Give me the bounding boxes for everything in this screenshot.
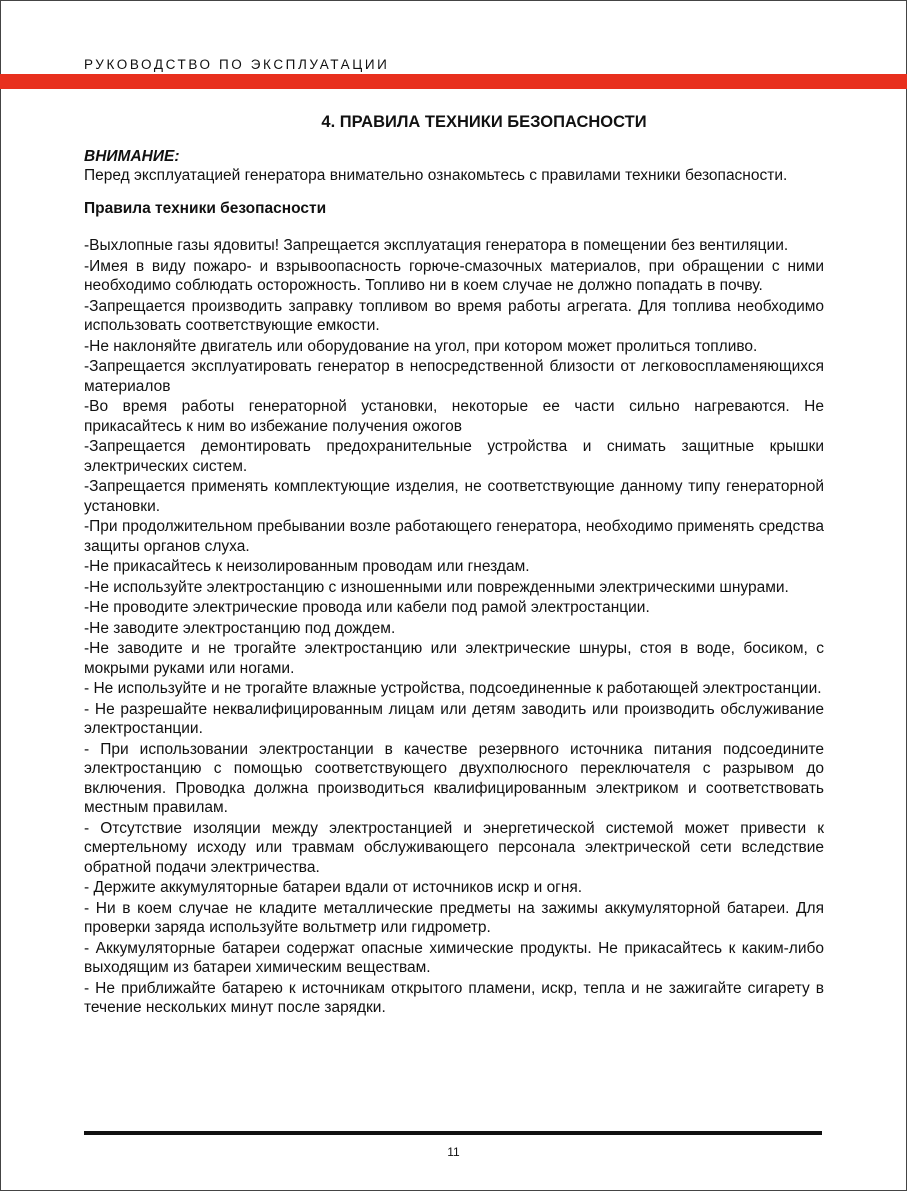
page-content bbox=[84, 104, 824, 1019]
section-title: 4. ПРАВИЛА ТЕХНИКИ БЕЗОПАСНОСТИ bbox=[321, 113, 647, 131]
rule-item: - Не приближайте батарею к источникам открытого пламени, искр, тепла и не зажигайте сигарету в течение нескольких минут после зарядки. bbox=[84, 979, 824, 1016]
rule-item: - Держите аккумуляторные батареи вдали от источников искр и огня. bbox=[84, 879, 583, 896]
rule-item: - Аккумуляторные батареи содержат опасные химические продукты. Не прикасайтесь к каким-либо выходящим из батареи химическим веществам. bbox=[84, 939, 824, 976]
footer-rule bbox=[84, 1131, 822, 1135]
intro-paragraph: Перед эксплуатацией генератора внимательно ознакомьтесь с правилами техники безопасности. bbox=[84, 167, 788, 184]
rule-item: -Запрещается эксплуатировать генератор в непосредственной близости от легковоспламеняющихся материалов bbox=[84, 358, 824, 395]
rule-item: - При использовании электростанции в качестве резервного источника питания подсоедините электростанцию с помощью соответствующего двухполюсного переключателя с разрывом до включения. Проводка должна производиться квалифицированным электриком и соответствовать местным правилам. bbox=[84, 740, 824, 816]
header-accent-bar bbox=[0, 74, 907, 89]
rule-item: - Ни в коем случае не кладите металлические предметы на зажимы аккумуляторной батареи. Для проверки заряда используйте вольтметр или гидрометр. bbox=[84, 899, 824, 936]
attention-label: ВНИМАНИЕ: bbox=[84, 148, 180, 165]
rule-item: -Не заводите электростанцию под дождем. bbox=[84, 619, 396, 637]
rule-item: -Не заводите и не трогайте электростанцию или электрические шнуры, стоя в воде, босиком, с мокрыми руками или ногами. bbox=[84, 640, 824, 677]
running-header: РУКОВОДСТВО ПО ЭКСПЛУАТАЦИИ bbox=[84, 57, 390, 72]
rules-subheading: Правила техники безопасности bbox=[84, 200, 327, 217]
rule-item: -Не наклоняйте двигатель или оборудование на угол, при котором может пролиться топливо. bbox=[84, 337, 758, 355]
rule-item: - Отсутствие изоляции между электростанцией и энергетической системой может привести к смертельному исходу или травмам обслуживающего персонала электрической сети вследствие обратной подачи электричества. bbox=[84, 819, 824, 876]
rule-item: -Запрещается демонтировать предохранительные устройства и снимать защитные крышки электрических систем. bbox=[84, 438, 824, 475]
rule-item: -Не прикасайтесь к неизолированным проводам или гнездам. bbox=[84, 558, 530, 575]
rule-item: -Имея в виду пожаро- и взрывоопасность горюче-смазочных материалов, при обращении с ними необходимо соблюдать осторожность. Топливо ни в коем случае не должно попадать в почву. bbox=[84, 257, 824, 294]
rule-item: - Не разрешайте неквалифицированным лицам или детям заводить или производить обслуживание электростанции. bbox=[84, 700, 824, 737]
rules-list bbox=[84, 236, 824, 1018]
rule-item: -Не используйте электростанцию с изношенными или поврежденными электрическими шнурами. bbox=[84, 578, 789, 596]
rule-item: -При продолжительном пребывании возле работающего генератора, необходимо применять средства защиты органов слуха. bbox=[84, 518, 824, 555]
page-number: 11 bbox=[447, 1145, 460, 1159]
rule-item: -Запрещается применять комплектующие изделия, не соответствующие данному типу генераторной установки. bbox=[84, 478, 824, 515]
rule-item: -Не проводите электрические провода или кабели под рамой электростанции. bbox=[84, 599, 650, 616]
rule-item: -Запрещается производить заправку топливом во время работы агрегата. Для топлива необходимо использовать соответствующие емкости. bbox=[84, 297, 824, 334]
rule-item: -Во время работы генераторной установки, некоторые ее части сильно нагреваются. Не прикасайтесь к ним во избежание получения ожогов bbox=[84, 398, 824, 435]
rule-item: - Не используйте и не трогайте влажные устройства, подсоединенные к работающей электростанции. bbox=[84, 680, 822, 697]
rule-item: -Выхлопные газы ядовиты! Запрещается эксплуатация генератора в помещении без вентиляции. bbox=[84, 237, 789, 254]
